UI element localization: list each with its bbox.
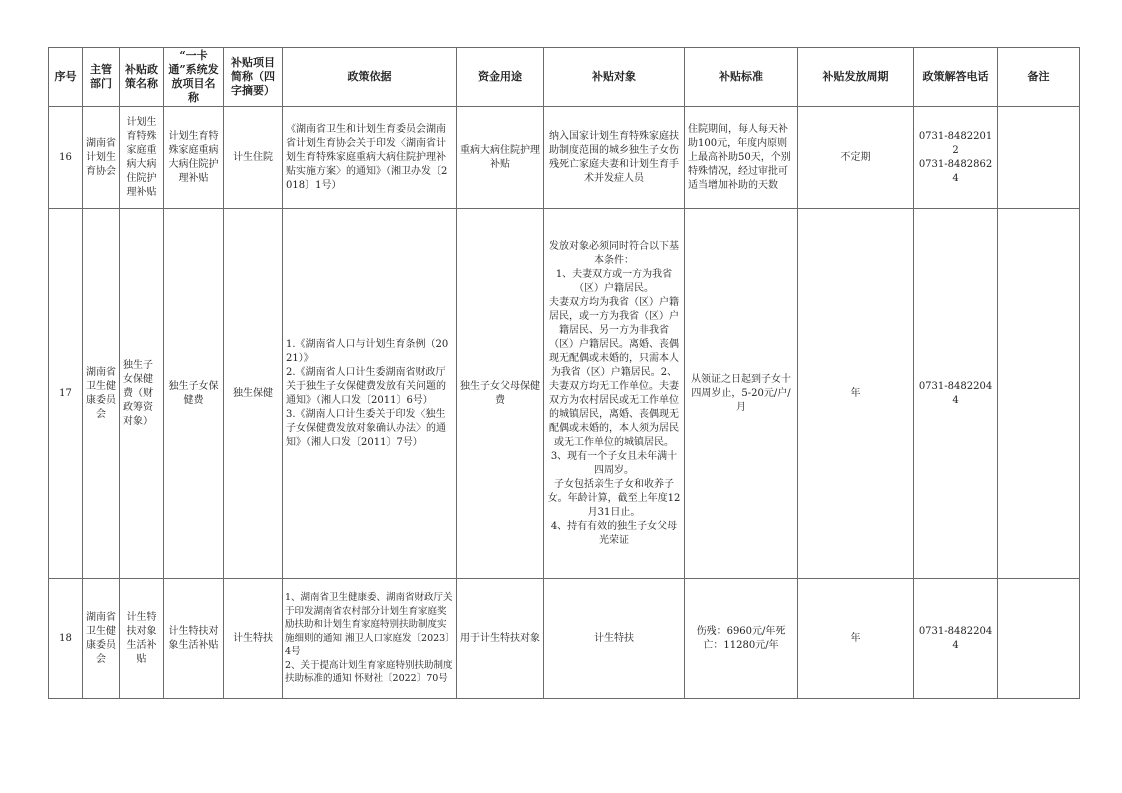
cell-short-name: 计生特扶 — [224, 579, 283, 699]
cell-phone — [914, 209, 998, 579]
table-row — [49, 579, 1080, 699]
cell-basis: 1.《湖南省人口与计划生育条例（2021）》 2.《湖南省人口计生委湖南省财政厅关于独生子女保健费发放有关问题的通知》（湘人口发〔2011〕6号） 3.《湖南人口计生委关于印发〈独生子女保健费发放对象确认办法〉的通知》（湘人口发〔2011〕7号） — [283, 209, 457, 579]
cell-phone — [914, 579, 998, 699]
cell-seq: 16 — [49, 107, 83, 209]
cell-system-name: 独生子女保健费 — [164, 209, 224, 579]
cell-system-name: 计生特扶对象生活补贴 — [164, 579, 224, 699]
cell-cycle: 年 — [798, 579, 914, 699]
cell-subsidy-name: 独生子女保健费（财政筹资对象） — [120, 209, 164, 579]
cell-target: 计生特扶 — [544, 579, 685, 699]
header-system-name: “一卡通”系统发放项目名称 — [164, 48, 224, 107]
cell-fund-use: 用于计生特扶对象 — [457, 579, 544, 699]
cell-target: 发放对象必须同时符合以下基本条件： 1、夫妻双方或一方为我省（区）户籍居民。 夫妻双方均为我省（区）户籍居民，或一方为我省（区）户籍居民、另一方为非我省（区）户籍居民。离婚、丧偶现无配偶或未婚的，只需本人为我省（区）户籍居民。2、夫妻双方均无工作单位。夫妻双方为农村居民或无工作单位的城镇居民，离婚、丧偶现无配偶或未婚的，本人须为居民或无工作单位的城镇居民。 3、现有一个子女且未年满十四周岁。 子女包括亲生子女和收养子女。年龄计算，截至上年度12月31日止。 4、持有有效的独生子女父母光荣证 — [544, 209, 685, 579]
header-standard: 补贴标准 — [685, 48, 798, 107]
policy-table — [48, 47, 1080, 699]
cell-remark — [998, 579, 1080, 699]
cell-target: 纳入国家计划生育特殊家庭扶助制度范围的城乡独生子女伤残死亡家庭夫妻和计划生育手术并发症人员 — [544, 107, 685, 209]
cell-fund-use: 重病大病住院护理补贴 — [457, 107, 544, 209]
cell-basis: 1、湖南省卫生健康委、湖南省财政厅关于印发湖南省农村部分计划生育家庭奖励扶助和计划生育家庭特别扶助制度实施细则的通知 湘卫人口家庭发〔2023〕4号 2、关于提高计划生育家庭特别扶助制度扶助标准的通知 怀财社〔2022〕70号 — [283, 579, 457, 699]
header-dept: 主管部门 — [83, 48, 120, 107]
table-row — [49, 209, 1080, 579]
header-target: 补贴对象 — [544, 48, 685, 107]
cell-short-name: 独生保健 — [224, 209, 283, 579]
cell-standard: 住院期间，每人每天补助100元，年度内原则上最高补助50天，个别特殊情况，经过审批可适当增加补助的天数 — [685, 107, 798, 209]
cell-remark — [998, 107, 1080, 209]
cell-dept: 湖南省计划生育协会 — [83, 107, 120, 209]
cell-phone — [914, 107, 998, 209]
cell-subsidy-name: 计生特扶对象生活补贴 — [120, 579, 164, 699]
cell-fund-use: 独生子女父母保健费 — [457, 209, 544, 579]
header-short-name: 补贴项目简称（四字摘要） — [224, 48, 283, 107]
cell-remark — [998, 209, 1080, 579]
header-basis: 政策依据 — [283, 48, 457, 107]
cell-dept: 湖南省卫生健康委员会 — [83, 579, 120, 699]
cell-dept: 湖南省卫生健康委员会 — [83, 209, 120, 579]
phone-number: 0731-84828624 — [918, 158, 993, 184]
cell-short-name: 计生住院 — [224, 107, 283, 209]
header-cycle: 补贴发放周期 — [798, 48, 914, 107]
phone-number: 0731-84822044 — [918, 380, 993, 406]
cell-system-name: 计划生育特殊家庭重病大病住院护理补贴 — [164, 107, 224, 209]
table-row — [49, 107, 1080, 209]
cell-cycle: 不定期 — [798, 107, 914, 209]
header-phone: 政策解答电话 — [914, 48, 998, 107]
header-fund-use: 资金用途 — [457, 48, 544, 107]
cell-subsidy-name: 计划生育特殊家庭重病大病住院护理补贴 — [120, 107, 164, 209]
header-row — [49, 48, 1080, 107]
cell-cycle: 年 — [798, 209, 914, 579]
cell-standard: 从领证之日起到子女十四周岁止，5-20元/户/月 — [685, 209, 798, 579]
phone-number: 0731-84822044 — [918, 625, 993, 651]
header-subsidy-name: 补贴政策名称 — [120, 48, 164, 107]
phone-number: 0731-84822012 — [918, 130, 993, 156]
cell-seq: 17 — [49, 209, 83, 579]
cell-basis: 《湖南省卫生和计划生育委员会湖南省计划生育协会关于印发〈湖南省计划生育特殊家庭重病大病住院护理补贴实施方案〉的通知》（湘卫办发〔2018〕1号） — [283, 107, 457, 209]
cell-seq: 18 — [49, 579, 83, 699]
header-seq: 序号 — [49, 48, 83, 107]
header-remark: 备注 — [998, 48, 1080, 107]
cell-standard: 伤残：6960元/年死亡：11280元/年 — [685, 579, 798, 699]
